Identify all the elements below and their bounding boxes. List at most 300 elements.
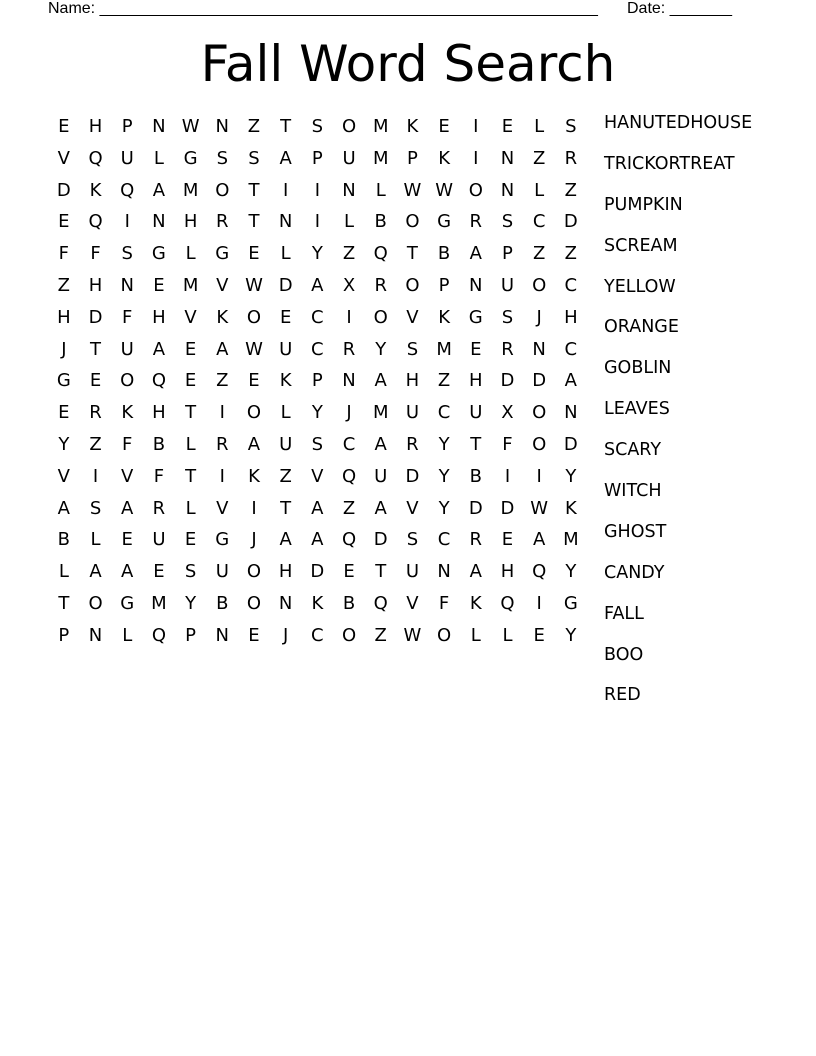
grid-cell[interactable]: K xyxy=(564,497,577,519)
grid-cell[interactable]: N xyxy=(437,561,451,583)
grid-cell[interactable]: D xyxy=(405,465,420,487)
grid-cell[interactable]: L xyxy=(534,179,545,201)
grid-cell[interactable]: U xyxy=(342,147,356,169)
grid-cell[interactable]: D xyxy=(468,497,483,519)
grid-cell[interactable]: I xyxy=(473,116,479,137)
grid-cell[interactable]: M xyxy=(372,402,389,424)
grid-cell[interactable]: A xyxy=(152,338,166,360)
grid-cell[interactable]: S xyxy=(89,497,102,519)
grid-cell[interactable]: B xyxy=(374,211,387,233)
grid-cell[interactable]: I xyxy=(314,211,320,233)
grid-cell[interactable]: G xyxy=(215,243,230,265)
grid-cell[interactable]: S xyxy=(216,147,228,169)
grid-cell[interactable]: S xyxy=(248,147,260,169)
grid-cell[interactable]: G xyxy=(151,243,166,265)
grid-cell[interactable]: W xyxy=(403,624,422,646)
grid-cell[interactable]: M xyxy=(563,529,579,551)
grid-cell[interactable]: Y xyxy=(565,624,577,646)
grid-cell[interactable]: C xyxy=(311,306,324,328)
letter-grid[interactable] xyxy=(48,111,587,652)
grid-cell[interactable]: F xyxy=(122,433,133,455)
grid-cell[interactable]: E xyxy=(153,274,165,296)
name-field[interactable]: Name: ________________________________________________________ xyxy=(48,0,598,17)
grid-cell[interactable]: B xyxy=(57,529,71,551)
grid-cell[interactable]: A xyxy=(532,529,546,551)
grid-cell[interactable]: A xyxy=(279,147,292,169)
grid-cell[interactable]: C xyxy=(564,274,578,296)
grid-cell[interactable]: Y xyxy=(438,433,450,455)
grid-row xyxy=(48,588,587,620)
grid-cell[interactable]: M xyxy=(182,179,199,201)
grid-cell[interactable]: K xyxy=(438,147,450,169)
grid-cell[interactable]: M xyxy=(372,147,389,169)
grid-cell[interactable]: S xyxy=(406,529,419,551)
grid-cell[interactable]: U xyxy=(279,338,293,360)
grid-cell[interactable]: R xyxy=(342,338,356,360)
grid-cell[interactable]: U xyxy=(120,338,134,360)
grid-cell[interactable]: N xyxy=(342,179,356,201)
grid-cell[interactable]: Z xyxy=(279,465,292,487)
grid-cell[interactable]: E xyxy=(184,529,197,551)
grid-cell[interactable]: O xyxy=(373,306,388,328)
grid-cell[interactable]: L xyxy=(90,529,101,551)
grid-cell[interactable]: O xyxy=(120,370,135,392)
grid-cell[interactable]: O xyxy=(215,179,230,201)
grid-cell[interactable]: K xyxy=(311,592,324,614)
grid-cell[interactable]: E xyxy=(184,370,197,392)
grid-cell[interactable]: U xyxy=(120,147,134,169)
grid-cell[interactable]: F xyxy=(502,433,513,455)
grid-cell[interactable]: Q xyxy=(532,561,547,583)
grid-cell[interactable]: M xyxy=(151,592,167,614)
grid-cell[interactable]: C xyxy=(564,338,578,360)
grid-cell[interactable]: V xyxy=(57,147,70,169)
grid-cell[interactable]: A xyxy=(469,243,482,265)
grid-cell[interactable]: J xyxy=(61,338,67,360)
grid-cell[interactable]: E xyxy=(248,624,260,646)
grid-cell[interactable]: O xyxy=(341,116,357,137)
grid-cell[interactable]: Z xyxy=(57,274,71,296)
grid-cell[interactable]: Q xyxy=(500,592,515,614)
grid-cell[interactable]: Z xyxy=(532,243,546,265)
grid-cell[interactable]: N xyxy=(120,274,134,296)
grid-cell[interactable]: W xyxy=(530,497,549,519)
grid-cell[interactable]: Z xyxy=(342,243,356,265)
grid-cell[interactable]: D xyxy=(373,529,388,551)
grid-cell[interactable]: C xyxy=(311,338,324,360)
grid-cell[interactable]: O xyxy=(246,306,262,328)
grid-cell[interactable]: A xyxy=(152,179,166,201)
grid-cell[interactable]: K xyxy=(406,116,419,137)
grid-cell[interactable]: L xyxy=(280,243,291,265)
grid-cell[interactable]: R xyxy=(89,402,102,424)
grid-cell[interactable]: V xyxy=(406,497,419,519)
grid-cell[interactable]: T xyxy=(58,592,70,614)
grid-cell[interactable]: S xyxy=(121,243,133,265)
grid-cell[interactable]: A xyxy=(374,433,387,455)
grid-cell[interactable]: J xyxy=(251,529,257,551)
grid-cell[interactable]: Z xyxy=(564,243,578,265)
grid-cell[interactable]: Q xyxy=(373,592,388,614)
grid-cell[interactable]: O xyxy=(341,624,357,646)
grid-cell[interactable]: Z xyxy=(374,624,387,646)
grid-cell[interactable]: L xyxy=(280,402,291,424)
grid-cell[interactable]: K xyxy=(216,306,229,328)
grid-cell[interactable]: N xyxy=(532,338,546,360)
grid-cell[interactable]: P xyxy=(311,370,323,392)
grid-cell[interactable]: V xyxy=(406,592,419,614)
grid-cell[interactable]: P xyxy=(121,116,133,137)
grid-cell[interactable]: Y xyxy=(375,338,387,360)
grid-cell[interactable]: U xyxy=(374,465,388,487)
grid-cell[interactable]: O xyxy=(468,179,483,201)
grid-cell[interactable]: E xyxy=(58,211,70,233)
grid-cell[interactable]: Q xyxy=(151,624,166,646)
grid-cell[interactable]: S xyxy=(184,561,197,583)
grid-cell[interactable]: S xyxy=(501,306,514,328)
word-list-item: GOBLIN xyxy=(604,358,672,379)
grid-cell[interactable]: A xyxy=(279,529,292,551)
grid-cell[interactable]: V xyxy=(121,465,134,487)
grid-cell[interactable]: P xyxy=(185,624,197,646)
word-list-item: YELLOW xyxy=(604,276,676,297)
grid-cell[interactable]: V xyxy=(184,306,197,328)
grid-cell[interactable]: N xyxy=(500,147,515,169)
grid-cell[interactable]: S xyxy=(311,116,324,137)
grid-cell[interactable]: N xyxy=(278,211,293,233)
grid-cell[interactable]: Z xyxy=(247,116,261,137)
grid-cell[interactable]: E xyxy=(121,529,133,551)
grid-cell[interactable]: G xyxy=(437,211,452,233)
grid-cell[interactable]: L xyxy=(153,147,164,169)
grid-cell[interactable]: I xyxy=(219,465,225,487)
grid-cell[interactable]: D xyxy=(278,274,293,296)
date-field[interactable]: Date: _______ xyxy=(627,0,732,17)
grid-cell[interactable]: Z xyxy=(342,497,356,519)
grid-cell[interactable]: R xyxy=(501,338,514,360)
grid-cell[interactable]: B xyxy=(342,592,356,614)
grid-cell[interactable]: V xyxy=(216,274,229,296)
grid-cell[interactable]: A xyxy=(311,529,324,551)
grid-cell[interactable]: N xyxy=(152,116,166,137)
grid-row xyxy=(48,556,587,588)
grid-cell[interactable]: Y xyxy=(438,497,450,519)
grid-cell[interactable]: I xyxy=(314,179,320,201)
grid-cell[interactable]: E xyxy=(58,116,70,137)
grid-cell[interactable]: M xyxy=(182,274,199,296)
grid-cell[interactable]: T xyxy=(470,433,482,455)
grid-cell[interactable]: E xyxy=(438,116,450,137)
grid-cell[interactable]: C xyxy=(532,211,546,233)
grid-cell[interactable]: H xyxy=(564,306,578,328)
grid-cell[interactable]: L xyxy=(185,243,196,265)
grid-cell[interactable]: D xyxy=(500,497,515,519)
grid-cell[interactable]: F xyxy=(438,592,450,614)
grid-cell[interactable]: A xyxy=(564,370,577,392)
grid-cell[interactable]: V xyxy=(406,306,419,328)
grid-cell[interactable]: N xyxy=(469,274,483,296)
grid-cell[interactable]: P xyxy=(58,624,70,646)
word-list-item: PUMPKIN xyxy=(604,194,683,215)
grid-cell[interactable]: D xyxy=(500,370,515,392)
grid-cell[interactable]: H xyxy=(152,306,166,328)
grid-cell[interactable]: R xyxy=(216,211,229,233)
grid-cell[interactable]: E xyxy=(343,561,355,583)
grid-cell[interactable]: A xyxy=(311,497,324,519)
grid-cell[interactable]: M xyxy=(372,116,389,137)
grid-cell[interactable]: Q xyxy=(341,529,357,551)
grid-cell[interactable]: A xyxy=(216,338,229,360)
grid-cell[interactable]: Q xyxy=(341,465,357,487)
grid-cell[interactable]: A xyxy=(57,497,70,519)
grid-cell[interactable]: W xyxy=(245,338,263,360)
grid-cell[interactable]: G xyxy=(468,306,483,328)
grid-cell[interactable]: N xyxy=(564,402,578,424)
grid-cell[interactable]: W xyxy=(245,274,263,296)
grid-cell[interactable]: Q xyxy=(88,211,103,233)
grid-cell[interactable]: E xyxy=(501,529,514,551)
grid-cell[interactable]: K xyxy=(89,179,102,201)
grid-cell[interactable]: I xyxy=(473,147,479,169)
grid-cell[interactable]: N xyxy=(342,370,356,392)
grid-cell[interactable]: N xyxy=(215,116,230,137)
grid-cell[interactable]: A xyxy=(311,274,324,296)
grid-cell[interactable]: Y xyxy=(565,465,577,487)
grid-cell[interactable]: E xyxy=(533,624,545,646)
grid-cell[interactable]: Z xyxy=(216,370,229,392)
grid-cell[interactable]: P xyxy=(406,147,418,169)
grid-cell[interactable]: H xyxy=(88,116,103,137)
grid-cell[interactable]: Z xyxy=(564,179,578,201)
grid-row xyxy=(48,206,587,238)
grid-cell[interactable]: E xyxy=(184,338,197,360)
grid-cell[interactable]: V xyxy=(311,465,324,487)
grid-cell[interactable]: Y xyxy=(58,433,70,455)
grid-cell[interactable]: U xyxy=(405,402,419,424)
grid-cell[interactable]: W xyxy=(435,179,453,201)
grid-cell[interactable]: N xyxy=(88,624,103,646)
grid-cell[interactable]: D xyxy=(563,211,578,233)
grid-cell[interactable]: Y xyxy=(565,561,577,583)
grid-cell[interactable]: T xyxy=(375,561,387,583)
grid-cell[interactable]: Q xyxy=(151,370,166,392)
grid-cell[interactable]: C xyxy=(437,529,451,551)
grid-cell[interactable]: L xyxy=(58,561,69,583)
grid-cell[interactable]: K xyxy=(248,465,260,487)
grid-cell[interactable]: N xyxy=(152,211,166,233)
grid-cell[interactable]: H xyxy=(88,274,103,296)
grid-cell[interactable]: E xyxy=(58,402,70,424)
grid-cell[interactable]: H xyxy=(183,211,198,233)
grid-cell[interactable]: B xyxy=(152,433,166,455)
grid-cell[interactable]: L xyxy=(344,211,355,233)
grid-cell[interactable]: O xyxy=(246,561,262,583)
grid-cell[interactable]: Q xyxy=(373,243,388,265)
grid-cell[interactable]: C xyxy=(437,402,451,424)
grid-cell[interactable]: Q xyxy=(120,179,135,201)
grid-cell[interactable]: R xyxy=(564,147,578,169)
grid-cell[interactable]: D xyxy=(310,561,325,583)
grid-cell[interactable]: I xyxy=(219,402,225,424)
grid-cell[interactable]: J xyxy=(283,624,289,646)
grid-cell[interactable]: D xyxy=(88,306,103,328)
grid-cell[interactable]: L xyxy=(534,116,545,137)
grid-cell[interactable]: W xyxy=(181,116,200,137)
grid-cell[interactable]: U xyxy=(500,274,515,296)
grid-cell[interactable]: U xyxy=(405,561,419,583)
grid-cell[interactable]: G xyxy=(120,592,135,614)
grid-cell[interactable]: S xyxy=(311,433,324,455)
grid-cell[interactable]: H xyxy=(57,306,71,328)
grid-cell[interactable]: O xyxy=(532,433,547,455)
grid-cell[interactable]: I xyxy=(124,211,130,233)
grid-row xyxy=(48,334,587,366)
grid-cell[interactable]: U xyxy=(279,433,293,455)
grid-cell[interactable]: B xyxy=(469,465,482,487)
grid-cell[interactable]: R xyxy=(216,433,229,455)
grid-cell[interactable]: D xyxy=(532,370,547,392)
grid-cell[interactable]: K xyxy=(279,370,292,392)
grid-cell[interactable]: M xyxy=(436,338,452,360)
grid-cell[interactable]: H xyxy=(278,561,293,583)
grid-cell[interactable]: G xyxy=(183,147,198,169)
grid-cell[interactable]: N xyxy=(215,624,230,646)
grid-cell[interactable]: K xyxy=(438,306,450,328)
grid-cell[interactable]: F xyxy=(153,465,165,487)
grid-cell[interactable]: G xyxy=(56,370,71,392)
grid-cell[interactable]: L xyxy=(122,624,133,646)
grid-cell[interactable]: I xyxy=(536,592,542,614)
grid-cell[interactable]: U xyxy=(215,561,229,583)
grid-cell[interactable]: U xyxy=(469,402,483,424)
grid-row xyxy=(48,493,587,525)
grid-cell[interactable]: T xyxy=(90,338,102,360)
grid-cell[interactable]: P xyxy=(502,243,513,265)
grid-cell[interactable]: T xyxy=(280,497,292,519)
grid-cell[interactable]: D xyxy=(563,433,578,455)
grid-cell[interactable]: S xyxy=(565,116,577,137)
grid-cell[interactable]: F xyxy=(58,243,70,265)
grid-cell[interactable]: D xyxy=(56,179,71,201)
grid-cell[interactable]: R xyxy=(406,433,419,455)
grid-cell[interactable]: E xyxy=(89,370,102,392)
grid-cell[interactable]: H xyxy=(405,370,420,392)
grid-cell[interactable]: C xyxy=(311,624,324,646)
grid-cell[interactable]: N xyxy=(278,592,293,614)
grid-cell[interactable]: Y xyxy=(311,402,323,424)
grid-cell[interactable]: I xyxy=(92,465,99,487)
grid-cell[interactable]: E xyxy=(248,243,260,265)
grid-cell[interactable]: I xyxy=(283,179,289,201)
grid-cell[interactable]: I xyxy=(251,497,257,519)
grid-cell[interactable]: E xyxy=(501,116,514,137)
grid-cell[interactable]: O xyxy=(405,274,420,296)
grid-cell[interactable]: Y xyxy=(185,592,197,614)
grid-cell[interactable]: Q xyxy=(88,147,103,169)
grid-cell[interactable]: S xyxy=(406,338,419,360)
grid-cell[interactable]: G xyxy=(215,529,230,551)
grid-cell[interactable]: U xyxy=(152,529,166,551)
grid-cell[interactable]: H xyxy=(152,402,166,424)
grid-cell[interactable]: C xyxy=(342,433,356,455)
grid-cell[interactable]: G xyxy=(563,592,578,614)
grid-cell[interactable]: H xyxy=(500,561,515,583)
grid-cell[interactable]: H xyxy=(469,370,483,392)
grid-cell[interactable]: J xyxy=(346,402,352,424)
grid-cell[interactable]: L xyxy=(185,497,196,519)
grid-cell[interactable]: V xyxy=(57,465,70,487)
grid-cell[interactable]: B xyxy=(216,592,229,614)
grid-cell[interactable]: R xyxy=(374,274,387,296)
grid-cell[interactable]: A xyxy=(469,561,482,583)
grid-cell[interactable]: P xyxy=(438,274,450,296)
grid-cell[interactable]: Z xyxy=(532,147,546,169)
grid-cell[interactable]: O xyxy=(532,274,547,296)
grid-cell[interactable]: Z xyxy=(437,370,451,392)
grid-cell[interactable]: I xyxy=(536,465,542,487)
grid-cell[interactable]: O xyxy=(437,624,452,646)
grid-cell[interactable]: A xyxy=(374,370,387,392)
grid-cell[interactable]: R xyxy=(469,529,483,551)
grid-cell[interactable]: T xyxy=(248,211,260,233)
grid-cell[interactable]: K xyxy=(469,592,482,614)
grid-cell[interactable]: T xyxy=(280,116,292,137)
grid-cell[interactable]: O xyxy=(532,402,547,424)
grid-cell[interactable]: O xyxy=(246,402,262,424)
grid-cell[interactable]: I xyxy=(504,465,511,487)
grid-cell[interactable]: R xyxy=(152,497,166,519)
grid-cell[interactable]: O xyxy=(88,592,103,614)
grid-cell[interactable]: B xyxy=(437,243,451,265)
grid-cell[interactable]: L xyxy=(185,433,196,455)
grid-cell[interactable]: L xyxy=(502,624,513,646)
grid-cell[interactable]: Y xyxy=(311,243,323,265)
grid-cell[interactable]: K xyxy=(121,402,134,424)
grid-cell[interactable]: F xyxy=(122,306,133,328)
grid-cell[interactable]: X xyxy=(501,402,514,424)
grid-cell[interactable]: V xyxy=(216,497,229,519)
grid-cell[interactable]: W xyxy=(403,179,422,201)
grid-cell[interactable]: A xyxy=(374,497,387,519)
grid-cell[interactable]: S xyxy=(501,211,514,233)
grid-cell[interactable]: J xyxy=(536,306,542,328)
grid-cell[interactable]: L xyxy=(375,179,386,201)
grid-cell[interactable]: T xyxy=(185,465,197,487)
grid-cell[interactable]: I xyxy=(346,306,352,328)
grid-cell[interactable]: T xyxy=(185,402,197,424)
grid-cell[interactable]: R xyxy=(469,211,483,233)
grid-cell[interactable]: P xyxy=(311,147,323,169)
grid-cell[interactable]: O xyxy=(246,592,262,614)
grid-cell[interactable]: E xyxy=(248,370,260,392)
grid-cell[interactable]: T xyxy=(406,243,418,265)
grid-cell[interactable]: O xyxy=(405,211,420,233)
grid-cell[interactable]: L xyxy=(470,624,481,646)
grid-cell[interactable]: X xyxy=(342,274,356,296)
grid-cell[interactable]: T xyxy=(248,179,260,201)
grid-cell[interactable]: N xyxy=(500,179,515,201)
grid-cell[interactable]: A xyxy=(121,561,134,583)
grid-cell[interactable]: A xyxy=(247,433,261,455)
grid-cell[interactable]: Y xyxy=(438,465,450,487)
grid-cell[interactable]: Z xyxy=(89,433,102,455)
grid-cell[interactable]: E xyxy=(153,561,165,583)
grid-cell[interactable]: A xyxy=(121,497,134,519)
grid-cell[interactable]: E xyxy=(279,306,292,328)
grid-cell[interactable]: F xyxy=(90,243,101,265)
grid-cell[interactable]: A xyxy=(89,561,102,583)
grid-cell[interactable]: E xyxy=(470,338,482,360)
